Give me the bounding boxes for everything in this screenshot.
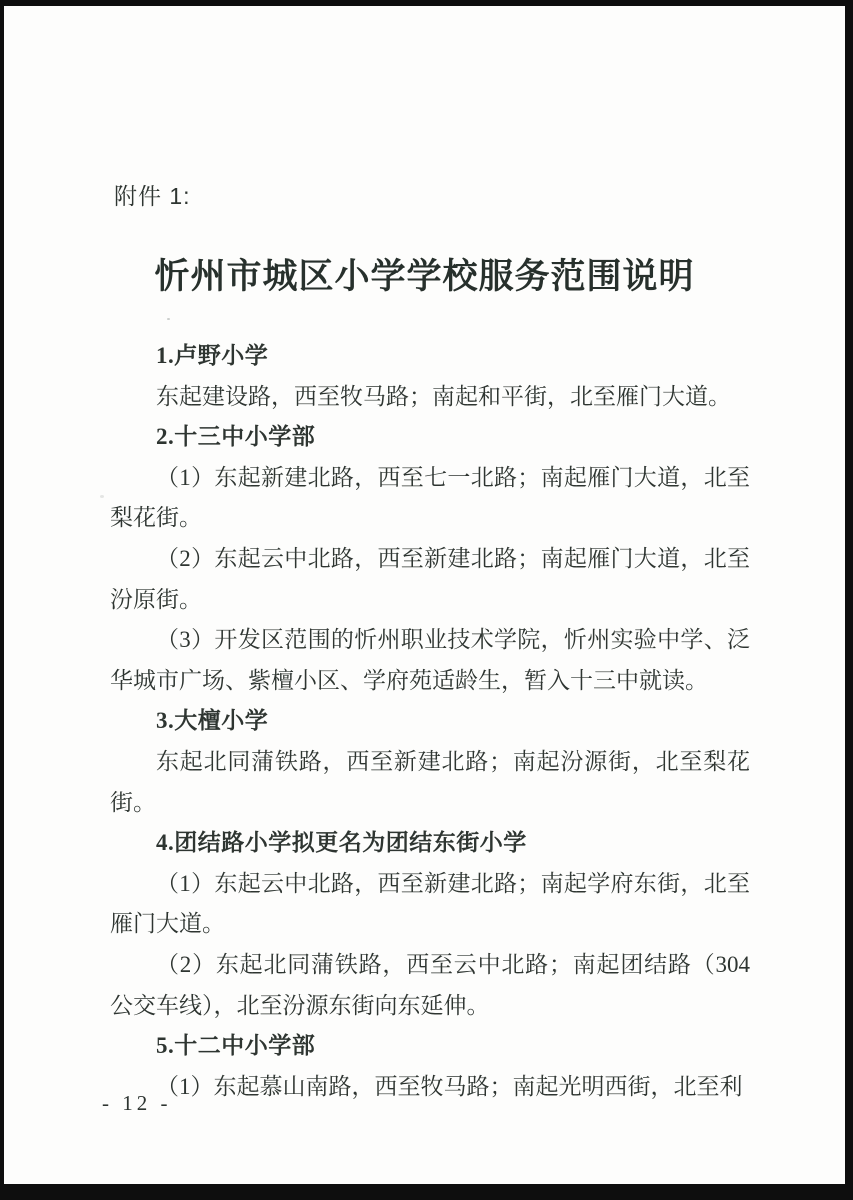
section-2-item-3: （3）开发区范围的忻州职业技术学院，忻州实验中学、泛华城市广场、紫檀小区、学府苑适龄生，暂入十三中就读。 — [110, 627, 750, 693]
page-number: - 12 - — [102, 1091, 172, 1115]
document-body — [110, 336, 750, 1107]
attachment-label-text: 附件 1: — [114, 183, 191, 209]
section-4-item-2: （2）东起北同蒲铁路，西至云中北路；南起团结路（304公交车线），北至汾源东街向东延伸。 — [110, 951, 750, 1018]
attachment-label — [114, 178, 191, 211]
section-5-heading: 5.十二中小学部 — [156, 1033, 316, 1059]
section-5-item-1: （1）东起慕山南路，西至牧马路；南起光明西街，北至利 — [156, 1073, 743, 1099]
section-2-heading: 2.十三中小学部 — [156, 424, 316, 450]
section-4-heading: 4.团结路小学拟更名为团结东街小学 — [156, 830, 527, 856]
scan-artifact-speck — [100, 495, 104, 498]
section-4-item-1: （1）东起云中北路，西至新建北路；南起学府东街，北至雁门大道。 — [110, 870, 750, 937]
section-1-paragraph: 东起建设路，西至牧马路；南起和平街，北至雁门大道。 — [156, 383, 731, 409]
section-2-item-2: （2）东起云中北路，西至新建北路；南起雁门大道，北至汾原街。 — [110, 545, 750, 612]
section-2-item-1: （1）东起新建北路，西至七一北路；南起雁门大道，北至梨花街。 — [110, 464, 750, 531]
section-3-paragraph: 东起北同蒲铁路，西至新建北路；南起汾源街，北至梨花街。 — [110, 748, 750, 815]
section-1-heading: 1.卢野小学 — [156, 343, 269, 368]
document-page — [4, 6, 845, 1184]
document-title: 忻州市城区小学学校服务范围说明 — [154, 257, 695, 296]
scan-artifact-speck — [167, 318, 170, 320]
section-3-heading: 3.大檀小学 — [156, 708, 269, 734]
